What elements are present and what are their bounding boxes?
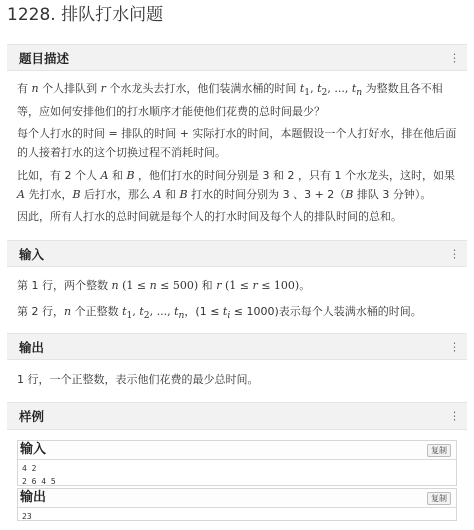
input-line-1: 第 1 行，两个整数 n (1 ≤ n ≤ 500) 和 r (1 ≤ r ≤ 100)。: [17, 279, 311, 292]
sample-output-line: 23: [22, 512, 32, 521]
output-text: 1 行，一个正整数，表示他们花费的最少总时间。: [17, 373, 259, 386]
more-options-icon[interactable]: ⋮: [449, 247, 460, 260]
description-paragraph-4: 因此，所有人打水的总时间就是每个人的打水时间及每个人的排队时间的总和。: [17, 210, 402, 223]
problem-title: 1228. 排队打水问题: [7, 5, 164, 25]
sample-output-box: [17, 488, 457, 521]
input-header-label: 输入: [19, 246, 45, 262]
description-header[interactable]: [7, 44, 467, 71]
sample-input-line: 2 6 4 5: [22, 477, 56, 486]
sample-input-box: [17, 440, 457, 486]
sample-output-label: 输出: [20, 490, 47, 505]
sample-input-content: [18, 460, 456, 490]
sample-input-header: [18, 441, 456, 460]
sample-output-content: [18, 508, 456, 525]
output-header[interactable]: [7, 333, 467, 360]
input-header[interactable]: [7, 240, 467, 267]
sample-output-header: [18, 489, 456, 508]
copy-output-button[interactable]: 复制: [427, 492, 451, 505]
description-paragraph-1: 有 n 个人排队到 r 个水龙头去打水，他们装满水桶的时间 $t_1$, $t_2$, ..., $t_n$ 为整数且各不相等，应如何安排他们的打水顺序才能使他们花费的总时间最少？: [17, 82, 443, 119]
sample-input-label: 输入: [20, 442, 47, 457]
copy-input-button[interactable]: 复制: [427, 444, 451, 457]
description-paragraph-2: 每个人打水的时间 = 排队的时间 + 实际打水的时间，本题假设一个人打好水，排在他后面的人接着打水的这个切换过程不消耗时间。: [17, 127, 457, 159]
description-paragraph-3: 比如，有 2 个人 A 和 B ，他们打水的时间分别是 3 和 2 ，只有 1 个水龙头，这时，如果 A 先打水，B 后打水，那么 A 和 B 打水的时间分别为 3 、3 + 2（B 排队 3 分钟）。: [17, 169, 456, 201]
more-options-icon[interactable]: ⋮: [449, 409, 460, 423]
more-options-icon[interactable]: ⋮: [449, 340, 460, 353]
input-line-2: 第 2 行，n 个正整数 $t_1$, $t_2$, ..., $t_n$，$(1 \le t_i \le 1000)$表示每个人装满水桶的时间。: [17, 305, 422, 322]
samples-header-label: 样例: [19, 409, 45, 424]
samples-header[interactable]: [7, 402, 467, 430]
more-options-icon[interactable]: ⋮: [449, 51, 460, 64]
sample-input-line: 4 2: [22, 464, 37, 473]
description-header-label: 题目描述: [19, 50, 70, 66]
output-header-label: 输出: [19, 339, 45, 355]
